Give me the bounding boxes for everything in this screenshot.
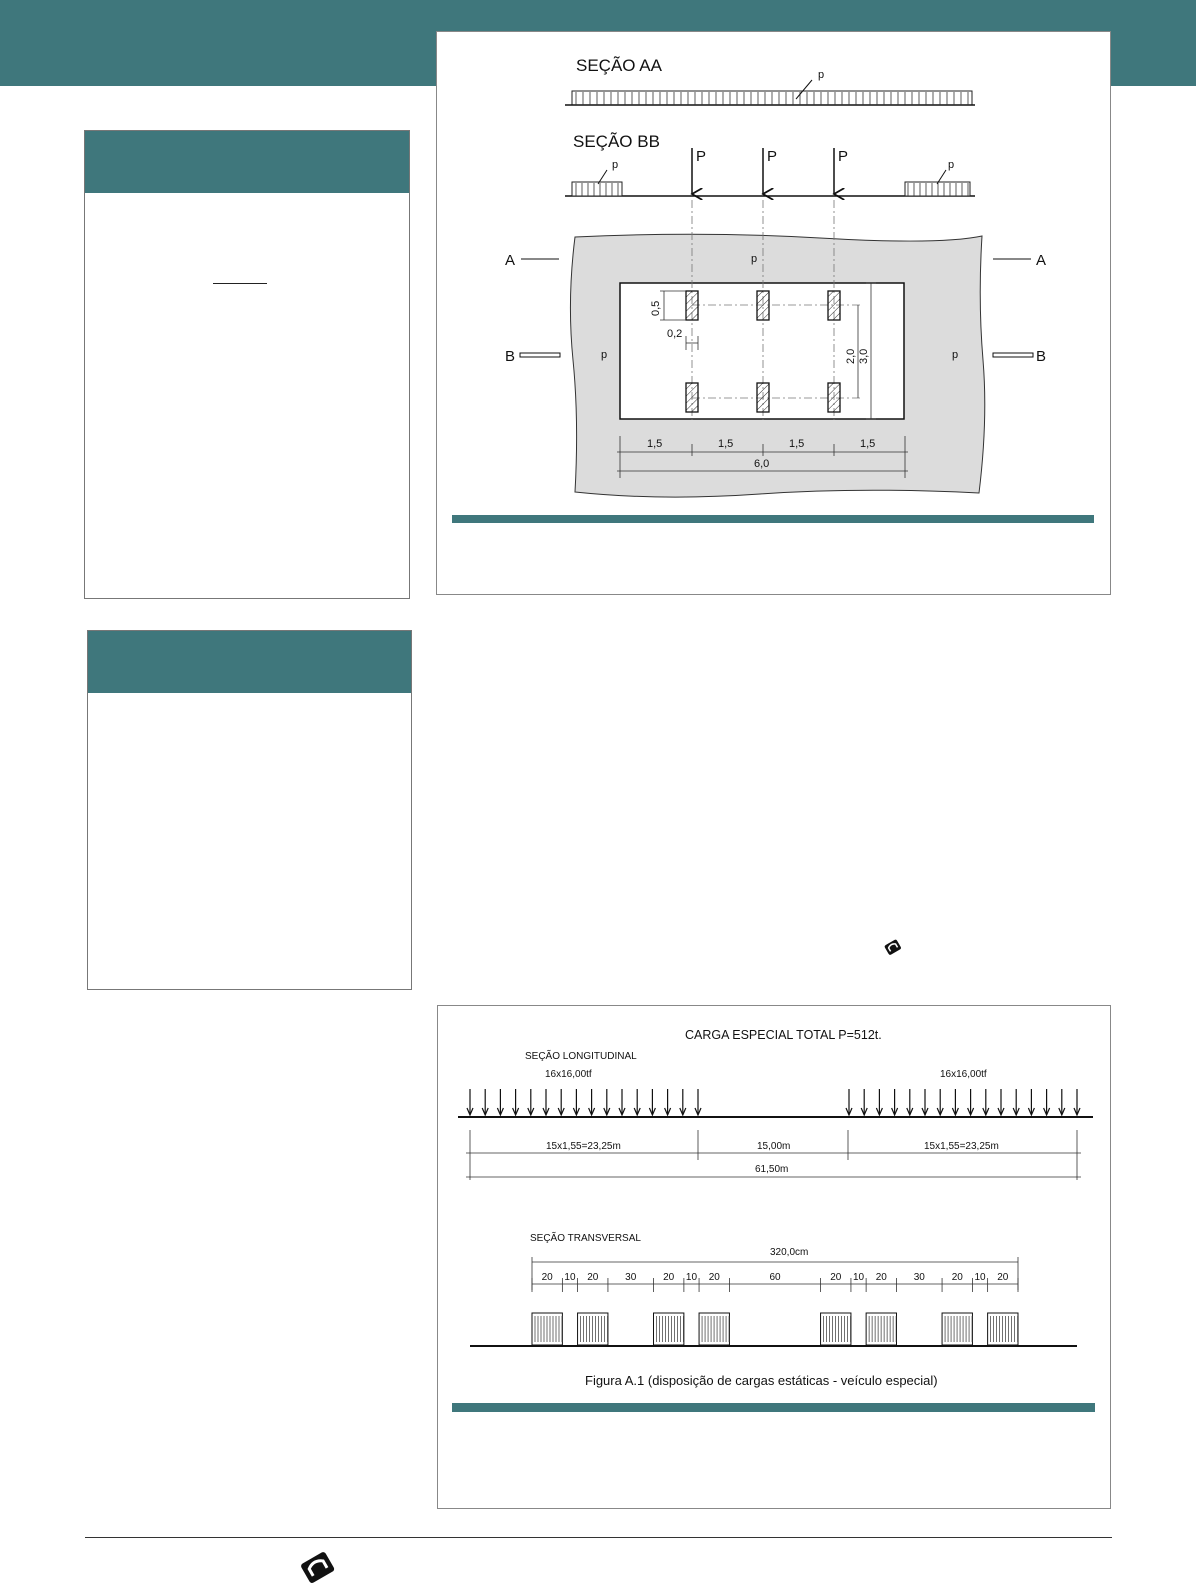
dim-2-0: 2,0	[845, 348, 857, 364]
plan-p-right: p	[952, 349, 959, 361]
fig2-dim-group-left: 15x1,55=23,25m	[546, 1141, 621, 1152]
trans-dim-label: 60	[769, 1272, 781, 1283]
marker-b-right: B	[1036, 348, 1047, 365]
section-aa-p-label: p	[818, 69, 825, 81]
fig2-load-group-left: 16x16,00tf	[545, 1069, 592, 1080]
dim-1-5-b: 1,5	[718, 438, 734, 450]
dim-0-2: 0,2	[667, 328, 683, 340]
marker-b-left: B	[505, 348, 516, 365]
trans-dim-label: 30	[625, 1272, 637, 1283]
dim-1-5-a: 1,5	[647, 438, 663, 450]
fig2-section-long: SEÇÃO LONGITUDINAL	[525, 1051, 637, 1062]
fig2-section-trans: SEÇÃO TRANSVERSAL	[530, 1233, 641, 1244]
marker-b-right-bar	[993, 353, 1033, 357]
plan-p-top: p	[751, 253, 758, 265]
dim-6-0: 6,0	[754, 458, 770, 470]
trans-dim-label: 20	[830, 1272, 842, 1283]
trans-dim-label: 10	[974, 1272, 986, 1283]
trans-dim-label: 20	[587, 1272, 599, 1283]
marker-a-right: A	[1036, 252, 1047, 269]
footer-publisher-logo-icon	[300, 1551, 335, 1584]
fig2-dim-group-right: 15x1,55=23,25m	[924, 1141, 999, 1152]
marker-b-left-bar	[520, 353, 560, 357]
fig2-title: CARGA ESPECIAL TOTAL P=512t.	[685, 1028, 882, 1042]
trans-dim-label: 20	[997, 1272, 1009, 1283]
section-bb-load-left	[572, 182, 622, 196]
marker-a-left: A	[505, 252, 516, 269]
load-p-2: P	[767, 148, 778, 165]
section-aa-label: SEÇÃO AA	[576, 56, 662, 75]
trans-dim-label: 20	[875, 1272, 887, 1283]
load-p-3: P	[838, 148, 849, 165]
section-bb-p-left: p	[612, 159, 619, 171]
load-p-1: P	[696, 148, 707, 165]
trans-dim-label: 20	[663, 1272, 675, 1283]
fig2-trans-wheels	[532, 1313, 1018, 1345]
dim-3-0: 3,0	[858, 348, 870, 364]
dim-0-5: 0,5	[650, 300, 662, 316]
trans-dim-label: 20	[708, 1272, 720, 1283]
trans-dim-label: 10	[685, 1272, 698, 1283]
fig2-load-group-right: 16x16,00tf	[940, 1069, 987, 1080]
point-loads	[692, 148, 834, 194]
section-bb-p-right: p	[948, 159, 955, 171]
plan-p-left: p	[601, 349, 608, 361]
section-aa-load	[565, 91, 975, 105]
fig2-dim-width: 320,0cm	[770, 1247, 809, 1258]
dim-1-5-d: 1,5	[860, 438, 876, 450]
fig2-trans-dim-labels	[532, 1272, 1018, 1292]
publisher-logo-icon	[884, 939, 902, 956]
fig2-dim-total: 61,50m	[755, 1164, 789, 1175]
trans-dim-label: 20	[541, 1272, 553, 1283]
dim-1-5-c: 1,5	[789, 438, 805, 450]
trans-dim-label: 10	[852, 1272, 865, 1283]
section-bb-label: SEÇÃO BB	[573, 132, 660, 151]
trans-dim-label: 20	[951, 1272, 963, 1283]
trans-dim-label: 10	[564, 1272, 576, 1283]
fig2-caption: Figura A.1 (disposição de cargas estáticas - veículo especial)	[585, 1373, 938, 1388]
fig2-dim-gap: 15,00m	[757, 1141, 791, 1152]
fig2-long-arrows	[467, 1089, 1080, 1115]
trans-dim-label: 30	[913, 1272, 925, 1283]
